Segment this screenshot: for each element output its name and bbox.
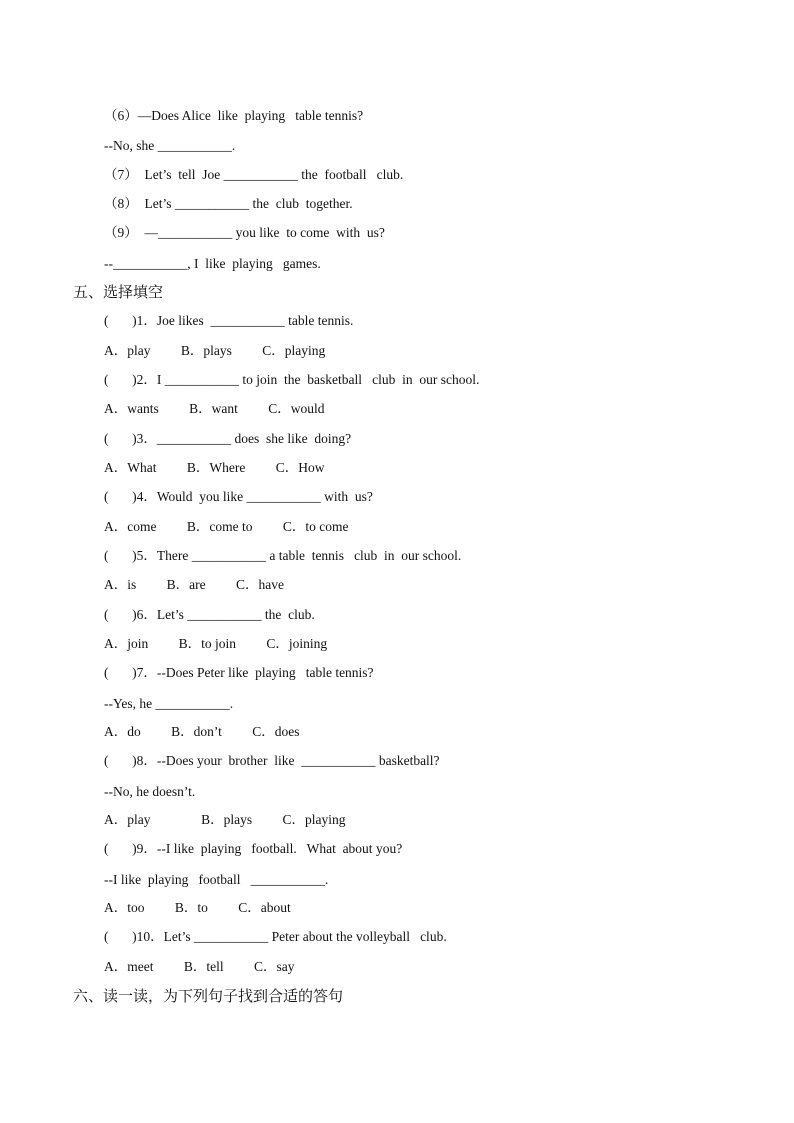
q9-question: （9） —___________ you like to come with us? [104,225,385,240]
mc-9-question: ( )9．--I like playing football. What about you? [104,841,403,856]
mc-10-options: A．meet B．tell C．say [104,959,295,974]
mc-4-question: ( )4．Would you like ___________ with us? [104,489,373,504]
mc-5-options: A．is B．are C．have [104,577,284,592]
mc-3-options: A．What B．Where C．How [104,460,325,475]
q8-sentence: （8） Let’s ___________ the club together. [104,196,353,211]
mc-7-question: ( )7．--Does Peter like playing table tennis? [104,665,374,680]
mc-3-question: ( )3．___________ does she like doing? [104,431,352,446]
mc-6-question: ( )6．Let’s ___________ the club. [104,607,315,622]
mc-7-answer: --Yes, he ___________. [104,696,234,711]
q9-answer: --___________, I like playing games. [104,256,321,271]
mc-8-answer: --No, he doesn’t. [104,784,196,799]
mc-7-options: A．do B．don’t C．does [104,724,300,739]
mc-8-question: ( )8．--Does your brother like ___________ basketball? [104,753,440,768]
mc-2-question: ( )2．I ___________ to join the basketball club in our school. [104,372,480,387]
section-6-heading: 六、读一读，为下列句子找到合适的答句 [73,987,344,1005]
mc-2-options: A．wants B．want C．would [104,401,325,416]
mc-9-options: A．too B．to C．about [104,900,291,915]
q6-question: （6）—Does Alice like playing table tennis? [104,108,364,123]
mc-8-options: A．play B．plays C．playing [104,812,346,827]
section-5-heading: 五、选择填空 [73,283,164,301]
q7-sentence: （7） Let’s tell Joe ___________ the football club. [104,167,404,182]
mc-4-options: A．come B．come to C．to come [104,519,349,534]
q6-answer: --No, she ___________. [104,138,236,153]
mc-10-question: ( )10．Let’s ___________ Peter about the volleyball club. [104,929,447,944]
mc-6-options: A．join B．to join C．joining [104,636,328,651]
mc-1-question: ( )1．Joe likes ___________ table tennis. [104,313,354,328]
mc-9-answer: --I like playing football ___________. [104,872,329,887]
mc-5-question: ( )5．There ___________ a table tennis club in our school. [104,548,462,563]
mc-1-options: A．play B．plays C．playing [104,343,326,358]
